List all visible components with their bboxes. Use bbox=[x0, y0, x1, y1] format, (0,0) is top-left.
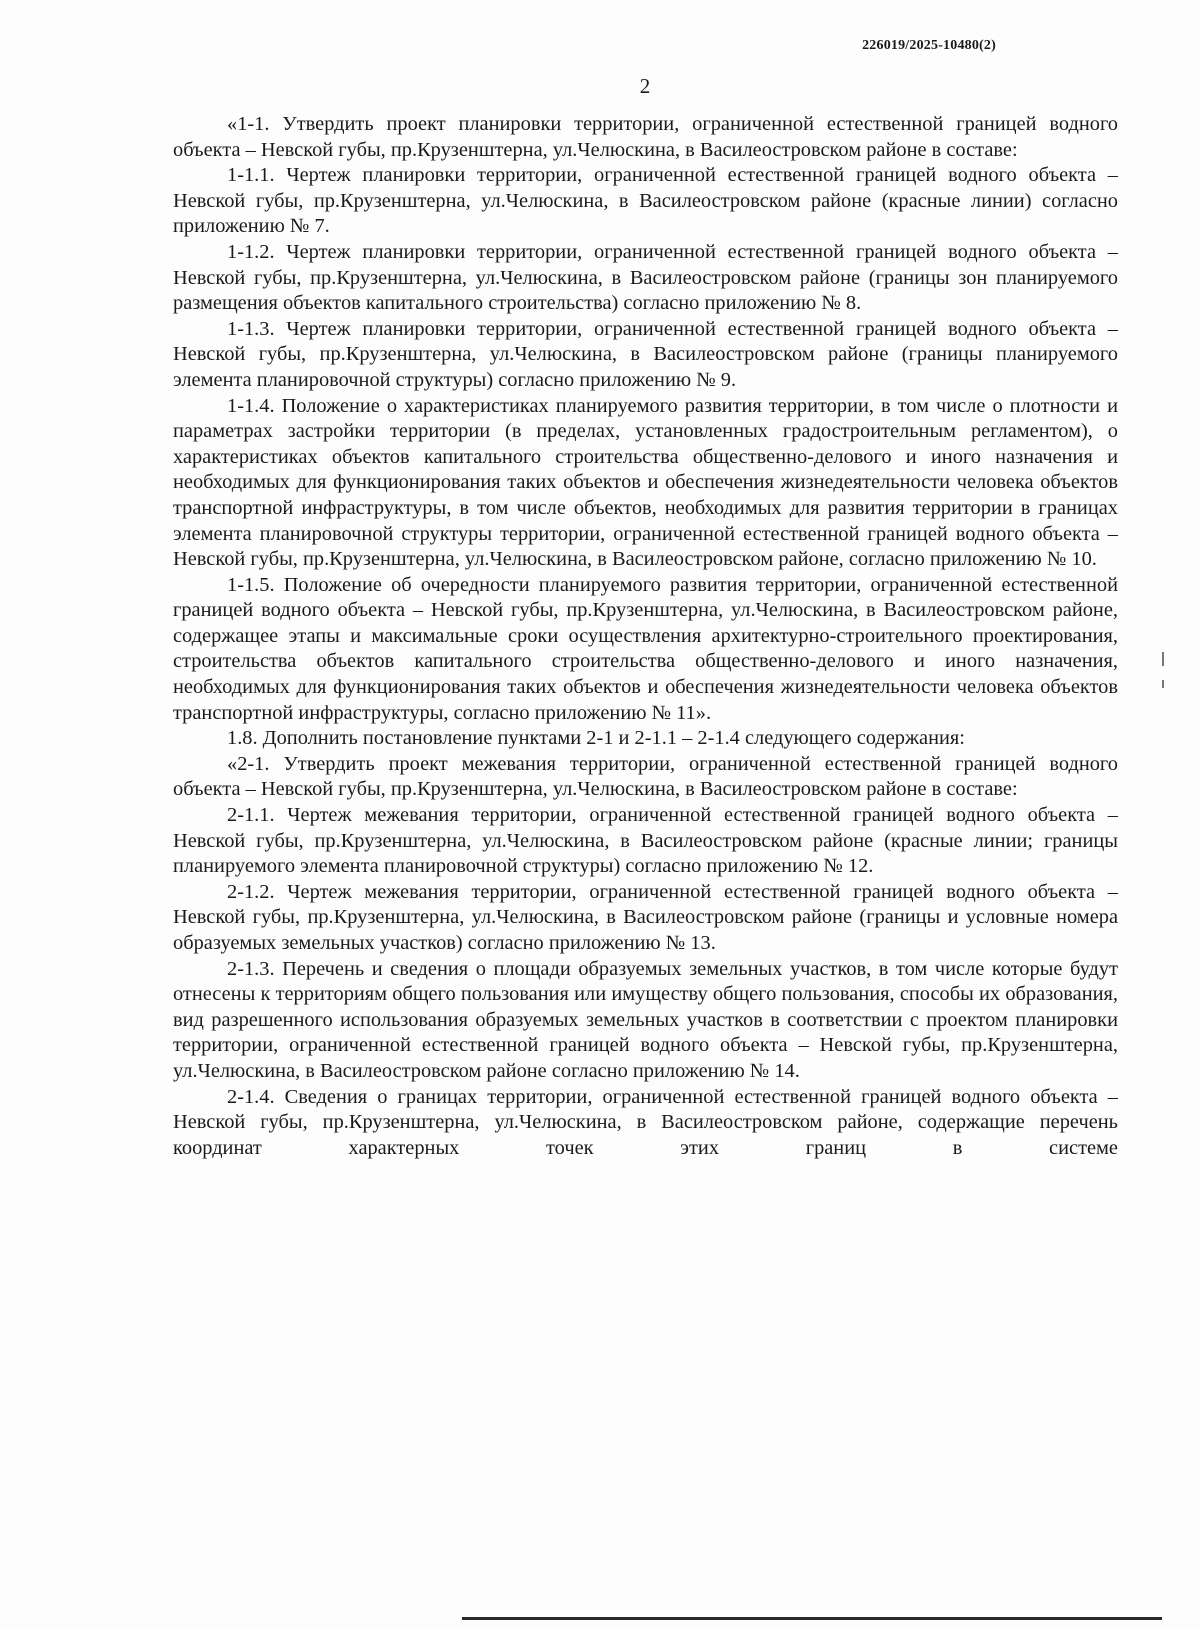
paragraph-1-1-2: 1-1.2. Чертеж планировки территории, ограниченной естественной границей водного объекта – Невской губы, пр.Крузенштерна, ул.Челюскина, в Василеостровском районе (границы зон планируемого размещения объектов капитального строительства) согласно приложению № 8. bbox=[173, 240, 1118, 315]
scan-edge-line bbox=[462, 1617, 1162, 1620]
document-body bbox=[173, 112, 1118, 1162]
paragraph-2-1-1: 2-1.1. Чертеж межевания территории, ограниченной естественной границей водного объекта – Невской губы, пр.Крузенштерна, ул.Челюскина, в Василеостровском районе (красные линии; границы планируемого элемента планировочной структуры) согласно приложению № 12. bbox=[173, 804, 1118, 878]
paragraph-2-1: «2-1. Утвердить проект межевания территории, ограниченной естественной границей водного объекта – Невской губы, пр.Крузенштерна, ул.Челюскина, в Василеостровском районе в составе: bbox=[173, 752, 1118, 801]
page-number: 2 bbox=[639, 74, 651, 98]
paragraph-1-1: «1-1. Утвердить проект планировки территории, ограниченной естественной границей водного объекта – Невской губы, пр.Крузенштерна, ул.Челюскина, в Василеостровском районе в составе: bbox=[173, 113, 1118, 161]
paragraph-1-1-1: 1-1.1. Чертеж планировки территории, ограниченной естественной границей водного объекта – Невской губы, пр.Крузенштерна, ул.Челюскина, в Василеостровском районе (красные линии) согласно приложению № 7. bbox=[173, 164, 1118, 238]
scan-artifact bbox=[1162, 680, 1164, 688]
paragraph-1-1-4: 1-1.4. Положение о характеристиках планируемого развития территории, в том числе о плотности и параметрах застройки территории (в пределах, установленных градостроительным регламентом), о характеристиках объектов капитального строительства общественно-делового и иного назначения и необходимых для функционирования таких объектов и обеспечения жизнедеятельности человека объектов транспортной инфраструктуры, в том числе объектов, необходимых для развития территории в границах элемента планировочной структуры территории, ограниченной естественной границей водного объекта – Невской губы, пр.Крузенштерна, ул.Челюскина, в Василеостровском районе, согласно приложению № 10. bbox=[173, 394, 1118, 571]
paragraph-1-1-3: 1-1.3. Чертеж планировки территории, ограниченной естественной границей водного объекта – Невской губы, пр.Крузенштерна, ул.Челюскина, в Василеостровском районе (границы планируемого элемента планировочной структуры) согласно приложению № 9. bbox=[173, 317, 1118, 391]
paragraph-1-8: 1.8. Дополнить постановление пунктами 2-1 и 2-1.1 – 2-1.4 следующего содержания: bbox=[227, 727, 965, 750]
paragraph-2-1-4: 2-1.4. Сведения о границах территории, ограниченной естественной границей водного объекта – Невской губы, пр.Крузенштерна, ул.Челюскина, в Василеостровском районе, содержащие перечень координат характерных точек этих границ в системе bbox=[173, 1085, 1118, 1159]
paragraph-1-1-5: 1-1.5. Положение об очередности планируемого развития территории, ограниченной естественной границей водного объекта – Невской губы, пр.Крузенштерна, ул.Челюскина, в Василеостровском районе, содержащее этапы и максимальные сроки осуществления архитектурно-строительного проектирования, строительства объектов капитального строительства общественно-делового и иного назначения, необходимых для функционирования таких объектов и обеспечения жизнедеятельности человека объектов транспортной инфраструктуры, согласно приложению № 11». bbox=[173, 573, 1118, 724]
paragraph-2-1-3: 2-1.3. Перечень и сведения о площади образуемых земельных участков, в том числе которые будут отнесены к территориям общего пользования или имуществу общего пользования, способы их образования, вид разрешенного использования образуемых земельных участков в соответствии с проектом планировки территории, ограниченной естественной границей водного объекта – Невской губы, пр.Крузенштерна, ул.Челюскина, в Василеостровском районе согласно приложению № 14. bbox=[173, 957, 1118, 1082]
scan-artifact bbox=[1162, 652, 1164, 666]
paragraph-2-1-2: 2-1.2. Чертеж межевания территории, ограниченной естественной границей водного объекта – Невской губы, пр.Крузенштерна, ул.Челюскина, в Василеостровском районе (границы и условные номера образуемых земельных участков) согласно приложению № 13. bbox=[173, 880, 1118, 954]
document-number: 226019/2025-10480(2) bbox=[862, 38, 996, 53]
